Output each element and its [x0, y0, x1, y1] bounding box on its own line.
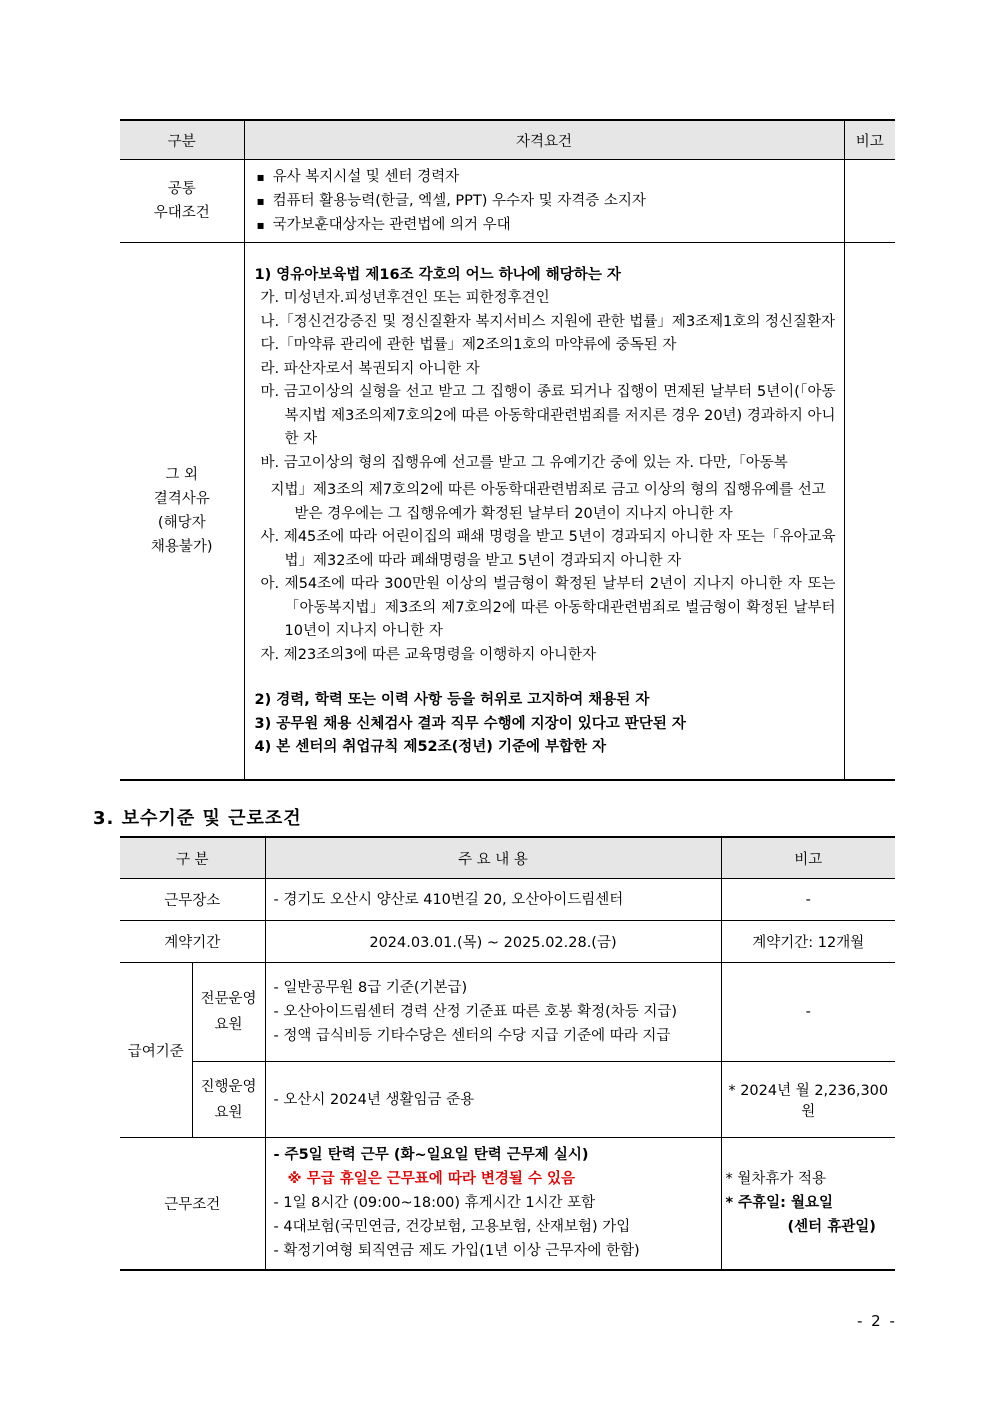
disq-heading: 1) 영유아보육법 제16조 각호의 어느 하나에 해당하는 자 — [254, 266, 621, 283]
list-item: - 정액 급식비등 기타수당은 센터의 수당 지급 기준에 따라 지급 — [273, 1028, 671, 1044]
disq-heading: 2) 경력, 학력 또는 이력 사항 등을 허위로 고지하여 채용된 자 — [254, 692, 650, 709]
table-row — [120, 160, 895, 243]
list-item: - 1일 8시간 (09:00~18:00) 휴게시간 1시간 포함 — [273, 1195, 596, 1212]
table-row — [120, 243, 895, 780]
disqualification-label — [120, 243, 244, 780]
label-line: (해당자 — [157, 514, 206, 531]
disq-subitem: 아. 제54조에 따라 300만원 이상의 벌금형이 확정된 날부터 2년이 지나지 아니한 자 또는「아동복지법」제3조의 제7호의2에 따른 아동학대관련범죄로 벌금형이 확정된 날부터 10년이 지나지 아니한 자 — [260, 576, 836, 640]
header-content: 주 요 내 용 — [265, 837, 721, 879]
note-line: * 주휴일: 월요일 — [725, 1195, 834, 1212]
disq-subitem: 라. 파산자로서 복권되지 아니한 자 — [260, 360, 480, 377]
label-line: 공통 — [167, 181, 196, 197]
note-line: * 월차휴가 적용 — [725, 1171, 827, 1188]
common-preference-content — [244, 160, 844, 243]
label-line: 진행운영 — [200, 1078, 257, 1095]
workplace-value: - 경기도 오산시 양산로 410번길 20, 오산아이드림센터 — [265, 879, 721, 921]
disq-subitem: 다.「마약류 관리에 관한 법률」제2조의1호의 마약류에 중독된 자 — [260, 337, 677, 354]
pay-label: 급여기준 — [120, 963, 192, 1138]
disqualification-content — [244, 243, 844, 780]
prog-staff-label — [192, 1062, 265, 1138]
header-category: 구분 — [120, 120, 244, 160]
list-item: ▪ 컴퓨터 활용능력(한글, 엑셀, PPT) 우수자 및 자격증 소지자 — [257, 189, 844, 213]
pro-staff-note: - — [721, 963, 895, 1062]
disq-heading: 3) 공무원 채용 신체검사 결과 직무 수행에 지장이 있다고 판단된 자 — [254, 715, 686, 732]
work-condition-note — [721, 1138, 895, 1270]
workplace-label: 근무장소 — [120, 879, 265, 921]
disq-subitem: 가. 미성년자.피성년후견인 또는 피한정후견인 — [260, 290, 550, 307]
disq-subitem: 마. 금고이상의 실형을 선고 받고 그 집행이 종료 되거나 집행이 면제된 날부터 5년이(「아동복지법 제3조의제7호의2에 따른 아동학대관련범죄를 저지른 경우 20년) 경과하지 아니한 자 — [260, 384, 836, 448]
list-item: ▪ 유사 복지시설 및 센터 경력자 — [257, 165, 844, 189]
label-line: 요원 — [214, 1104, 243, 1121]
note-line: (센터 휴관일) — [787, 1219, 876, 1236]
pro-staff-content — [265, 963, 721, 1062]
list-item: - 4대보험(국민연금, 건강보험, 고용보험, 산재보험) 가입 — [273, 1219, 631, 1236]
table-header-row — [120, 837, 895, 879]
list-item: - 일반공무원 8급 기준(기본급) — [273, 980, 468, 996]
header-requirements: 자격요건 — [244, 120, 844, 160]
warning-text: ※ 무급 휴일은 근무표에 따라 변경될 수 있음 — [287, 1171, 576, 1188]
contract-value: 2024.03.01.(목) ~ 2025.02.28.(금) — [265, 921, 721, 963]
disq-subitem: 사. 제45조에 따라 어린이집의 패쇄 명령을 받고 5년이 경과되지 아니한 자 또는「유아교육법」제32조에 따라 폐쇄명령을 받고 5년이 경과되지 아니한 자 — [260, 529, 836, 569]
disq-heading: 4) 본 센터의 취업규칙 제52조(정년) 기준에 부합한 자 — [254, 739, 607, 756]
page-number: - 2 - — [857, 1312, 897, 1330]
prog-staff-value: - 오산시 2024년 생활임금 준용 — [265, 1062, 721, 1138]
table-row — [120, 879, 895, 921]
work-condition-content — [265, 1138, 721, 1270]
disq-subitem: 지법」제3조의 제7호의2에 따른 아동학대관련범죄로 금고 이상의 형의 집행유예를 선고 받은 경우에는 그 집행유예가 확정된 날부터 20년이 지나지 아니한 자 — [270, 482, 826, 522]
header-category: 구 분 — [120, 837, 265, 879]
note-cell — [844, 160, 895, 243]
work-condition-label: 근무조건 — [120, 1138, 265, 1270]
label-line: 우대조건 — [153, 205, 210, 221]
list-item: - 주5일 탄력 근무 (화~일요일 탄력 근무제 실시) — [273, 1147, 589, 1164]
compensation-table — [120, 836, 895, 1271]
label-line: 전문운영 — [200, 991, 257, 1007]
table-header-row — [120, 120, 895, 160]
label-line: 요원 — [214, 1017, 243, 1033]
qualification-table — [120, 119, 895, 781]
note-cell — [844, 243, 895, 780]
list-item: - 오산아이드림센터 경력 산정 기준표 따른 호봉 확정(차등 지급) — [273, 1004, 678, 1020]
list-item: ▪ 국가보훈대상자는 관련법에 의거 우대 — [257, 213, 844, 237]
contract-label: 계약기간 — [120, 921, 265, 963]
contract-note: 계약기간: 12개월 — [721, 921, 895, 963]
section-title: 3. 보수기준 및 근로조건 — [93, 808, 302, 829]
header-note: 비고 — [721, 837, 895, 879]
label-line: 결격사유 — [153, 490, 210, 507]
table-row — [120, 1062, 895, 1138]
table-row — [120, 921, 895, 963]
label-line: 그 외 — [165, 466, 199, 483]
disq-subitem: 자. 제23조의3에 따른 교육명령을 이행하지 아니한자 — [260, 646, 596, 663]
table-row — [120, 963, 895, 1062]
pro-staff-label — [192, 963, 265, 1062]
disq-subitem: 바. 금고이상의 형의 집행유예 선고를 받고 그 유예기간 중에 있는 자. 다만,「아동복 — [260, 454, 788, 471]
table-row — [120, 1138, 895, 1270]
prog-staff-note: * 2024년 월 2,236,300원 — [721, 1062, 895, 1138]
list-item: - 확정기여형 퇴직연금 제도 가입(1년 이상 근무자에 한함) — [273, 1243, 640, 1260]
common-preference-label — [120, 160, 244, 243]
label-line: 채용불가) — [150, 538, 213, 555]
header-note: 비고 — [844, 120, 895, 160]
disq-subitem: 나.「정신건강증진 및 정신질환자 복지서비스 지원에 관한 법률」제3조제1호의 정신질환자 — [260, 313, 836, 330]
workplace-note: - — [721, 879, 895, 921]
